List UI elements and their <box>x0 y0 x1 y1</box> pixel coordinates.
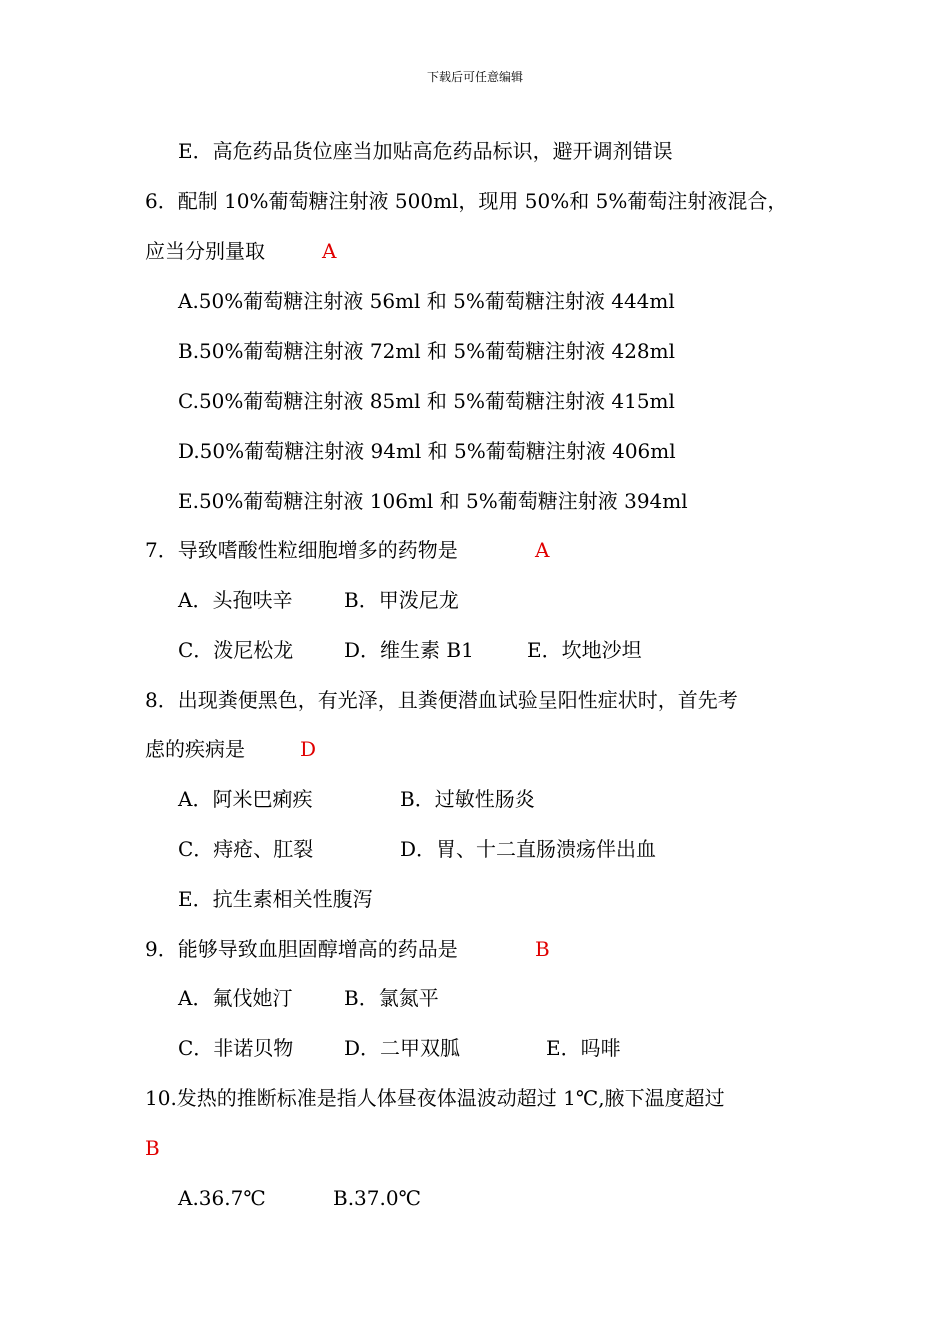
q10-option-a: A.36.7℃ <box>178 1186 266 1210</box>
q8-option-d: D．胃、十二直肠溃疡伴出血 <box>400 837 657 861</box>
q8-option-c: C．痔疮、肛裂 <box>178 837 314 861</box>
q10-answer: B <box>145 1136 160 1160</box>
q8-stem-line1: 8．出现粪便黑色，有光泽，且粪便潜血试验呈阳性症状时，首先考 <box>145 688 738 712</box>
q6-stem-line1: 6．配制 10%葡萄糖注射液 500ml，现用 50%和 5%葡萄注射液混合， <box>145 189 788 213</box>
q8-stem-text: 虑的疾病是 <box>145 737 245 761</box>
q7-option-d: D．维生素 B1 <box>344 638 474 662</box>
q9-answer: B <box>535 937 550 961</box>
q8-option-b: B．过敏性肠炎 <box>400 787 535 811</box>
q7-option-a: A．头孢呋辛 <box>178 588 293 612</box>
q5-option-e: E．高危药品货位座当加贴高危药品标识，避开调剂错误 <box>178 139 673 163</box>
q7-option-c: C．泼尼松龙 <box>178 638 294 662</box>
q9-option-c: C．非诺贝物 <box>178 1036 294 1060</box>
q9-option-d: D．二甲双胍 <box>344 1036 461 1060</box>
q10-stem: 10.发热的推断标准是指人体昼夜体温波动超过 1℃,腋下温度超过 <box>145 1086 725 1110</box>
q7-option-b: B．甲泼尼龙 <box>344 588 459 612</box>
page-header: 下载后可任意编辑 <box>426 70 523 84</box>
q7-option-e: E．坎地沙坦 <box>527 638 642 662</box>
q6-option-c: C.50%葡萄糖注射液 85ml 和 5%葡萄糖注射液 415ml <box>178 389 675 413</box>
q9-option-e: E．吗啡 <box>546 1036 621 1060</box>
q8-answer: D <box>300 737 317 761</box>
q7-answer: A <box>535 538 550 562</box>
q10-option-b: B.37.0℃ <box>333 1186 421 1210</box>
q9-option-b: B．氯氮平 <box>344 986 439 1010</box>
q8-option-a: A．阿米巴痢疾 <box>178 787 313 811</box>
q9-option-a: A．氟伐她汀 <box>178 986 293 1010</box>
q6-answer: A <box>322 239 337 263</box>
q6-option-a: A.50%葡萄糖注射液 56ml 和 5%葡萄糖注射液 444ml <box>178 289 675 313</box>
q6-option-b: B.50%葡萄糖注射液 72ml 和 5%葡萄糖注射液 428ml <box>178 339 676 363</box>
q6-option-d: D.50%葡萄糖注射液 94ml 和 5%葡萄糖注射液 406ml <box>178 439 676 463</box>
q7-stem: 7．导致嗜酸性粒细胞增多的药物是 <box>145 538 458 562</box>
q8-option-e: E．抗生素相关性腹泻 <box>178 887 373 911</box>
q6-option-e: E.50%葡萄糖注射液 106ml 和 5%葡萄糖注射液 394ml <box>178 489 688 513</box>
q9-stem: 9．能够导致血胆固醇增高的药品是 <box>145 937 458 961</box>
q6-stem-text: 应当分别量取 <box>145 239 265 263</box>
